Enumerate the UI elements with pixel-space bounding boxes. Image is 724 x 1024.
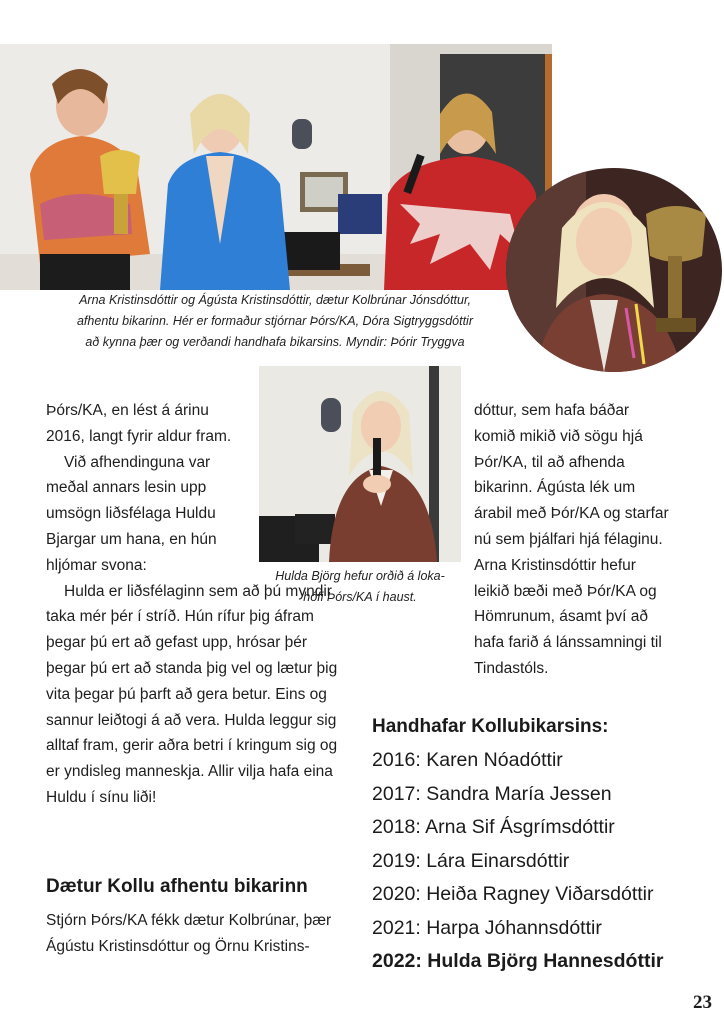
caption-line: að kynna þær og verðandi handhafa bikarsins. Myndir: Þórir Tryggva — [85, 335, 465, 349]
paragraph: Stjórn Þórs/KA fékk dætur Kolbrúnar, þær Ágústu Kristinsdóttur og Örnu Kristins- — [46, 912, 332, 955]
paragraph: Við afhendinguna var meðal annars lesin upp umsögn liðsfélaga Huldu Bjargar um hana, en hún hljómar svona: — [46, 453, 217, 574]
left-column-text — [46, 398, 338, 811]
caption-line: Arna Kristinsdóttir og Ágústa Kristinsdóttir, dætur Kolbrúnar Jónsdóttur, — [79, 293, 471, 307]
page-number: 23 — [693, 992, 712, 1013]
paragraph: Þórs/KA, en lést á árinu 2016, langt fyrir aldur fram. — [46, 402, 232, 445]
winner-row: 2016: Karen Nóadóttir — [372, 749, 563, 771]
winner-row-current: 2022: Hulda Björg Hannesdóttir — [372, 950, 664, 972]
winners-list — [372, 744, 663, 979]
right-column-text — [372, 398, 672, 682]
winner-row: 2018: Arna Sif Ásgrímsdóttir — [372, 816, 615, 838]
winners-heading: Handhafar Kollubikarsins: — [372, 716, 609, 737]
paragraph: Hulda er liðsfélaginn sem að þú myndir taka mér þér í stríð. Hún rífur þig áfram þegar þú ert að gefast upp, hrósar þér þegar þú ert að standa þig vel og lætur þig vita þegar þú þarft að gera betur. Eins og sannur leiðtogi á að vera. Hulda leggur sig alltaf fram, gerir aðra betri í kringum sig og er yndisleg manneskja. Allir vilja hafa eina Huldu í sínu liði! — [46, 582, 338, 806]
caption-line: hófi Þórs/KA í haust. — [303, 590, 417, 604]
award-ceremony-photo — [0, 44, 552, 290]
paragraph: dóttur, sem hafa báðar komið mikið við sögu hjá Þór/KA, til að afhenda bikarinn. Ágústa lék um árabil með Þór/KA og starfar nú sem þjálfari hjá félaginu. Arna Kristinsdóttir hefur leikið bæði með Þór/KA og Hömrunum, ásamt því að hafa farið á lánssamningi til Tindastóls. — [474, 402, 669, 677]
winner-row: 2017: Sandra María Jessen — [372, 782, 612, 805]
left-column-after-heading — [46, 908, 338, 960]
winner-portrait-photo — [506, 168, 722, 372]
winner-row: 2020: Heiða Ragney Viðarsdóttir — [372, 883, 654, 905]
section-heading: Dætur Kollu afhentu bikarinn — [46, 876, 308, 897]
winner-row: 2021: Harpa Jóhannsdóttir — [372, 916, 602, 939]
top-photo-caption — [40, 290, 510, 353]
winner-row: 2019: Lára Einarsdóttir — [372, 849, 570, 872]
caption-line: Hulda Björg hefur orðið á loka- — [275, 569, 445, 583]
caption-line: afhentu bikarinn. Hér er formaður stjórnar Þórs/KA, Dóra Sigtryggsdóttir — [76, 314, 473, 328]
